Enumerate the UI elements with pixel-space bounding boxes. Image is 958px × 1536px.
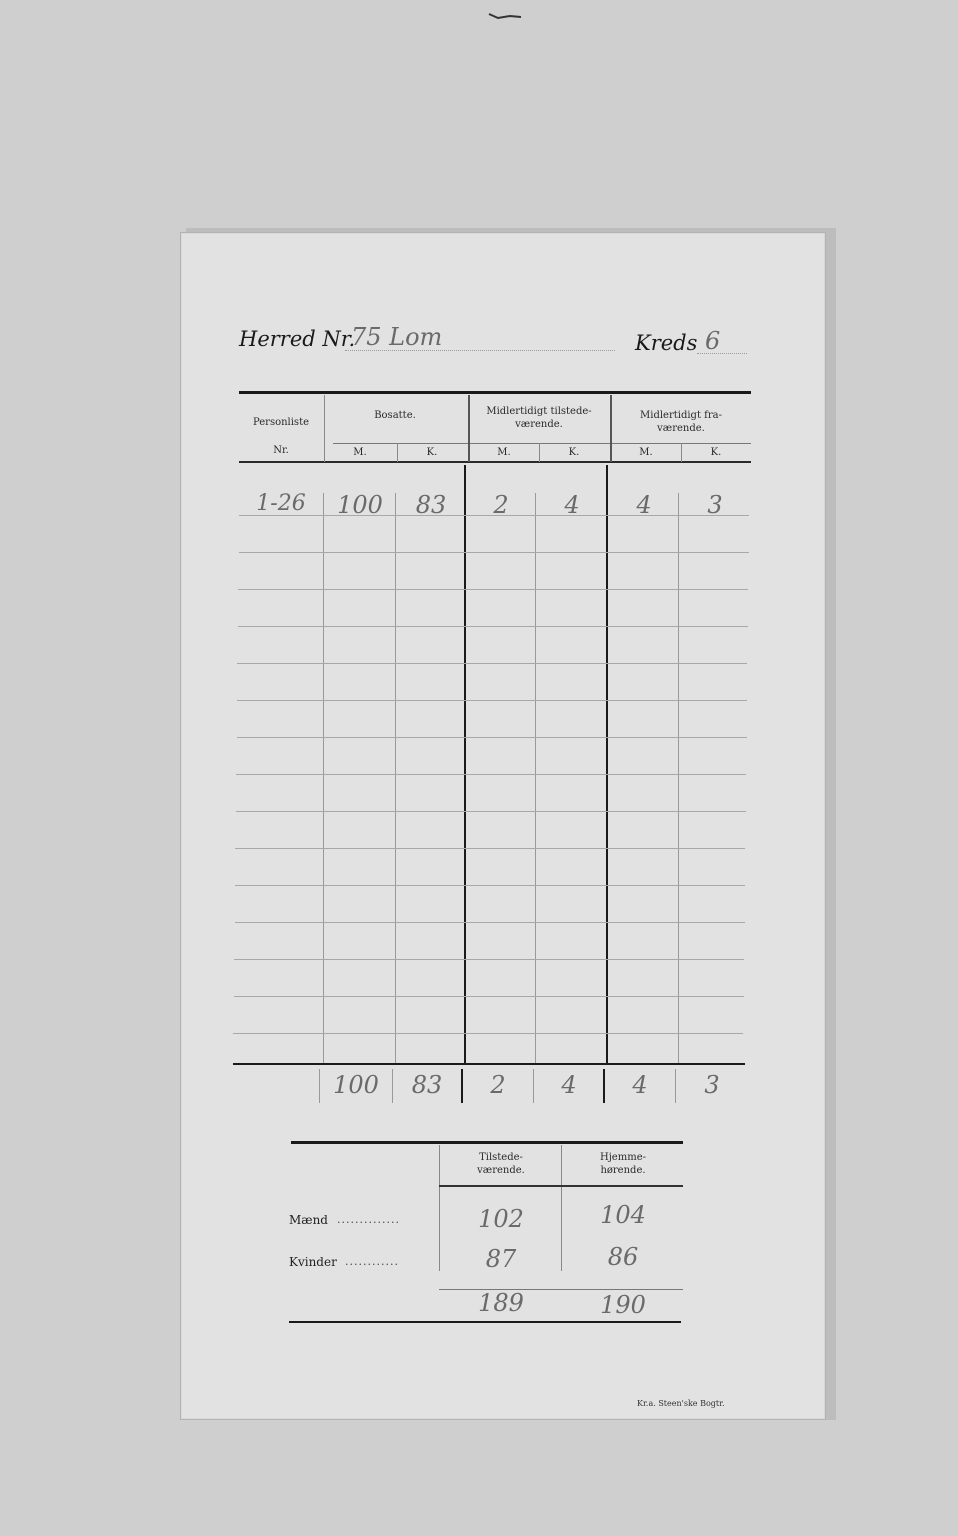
- row-rule: [234, 996, 744, 997]
- scan-mark-icon: [488, 12, 522, 20]
- nr-header: Nr.: [273, 445, 289, 456]
- bosatte-k-header: K.: [426, 447, 438, 458]
- tilstede-k-header: K.: [568, 447, 580, 458]
- tilstede-header-line2: værende.: [515, 419, 563, 430]
- header-vrule-2: [397, 443, 398, 462]
- summary-total-hjemme: 190: [600, 1291, 646, 1319]
- total-bosatte-k: 83: [411, 1071, 443, 1099]
- herred-value: 75 Lom: [351, 323, 443, 351]
- table-top-rule: [239, 391, 751, 394]
- row-rule: [237, 700, 747, 701]
- summary-maend-tilstede: 102: [478, 1205, 524, 1233]
- printer-credit: Kr.a. Steen'ske Bogtr.: [637, 1399, 725, 1408]
- body-vrule-6: [678, 493, 679, 1065]
- summary-kvinder-tilstede: 87: [485, 1245, 517, 1273]
- total-fra-m: 4: [632, 1071, 648, 1099]
- row-tilstede-k: 4: [564, 491, 580, 519]
- bosatte-header: Bosatte.: [374, 410, 416, 421]
- total-tilstede-k: 4: [561, 1071, 577, 1099]
- tilstede-header: [469, 405, 609, 431]
- tilstede-header-line1: Midlertidigt tilstede-: [486, 406, 592, 417]
- totals-rule: [233, 1063, 745, 1065]
- row-rule: [235, 885, 745, 886]
- header-vrule-4: [539, 443, 540, 462]
- header-vrule-6: [681, 443, 682, 462]
- row-rule: [234, 959, 744, 960]
- row-fra-k: 3: [707, 491, 723, 519]
- summary-tilstede-header: [441, 1151, 561, 1177]
- totals-vrule-4: [533, 1069, 534, 1103]
- body-vrule-3: [464, 465, 466, 1065]
- census-form: [180, 232, 826, 1420]
- total-fra-k: 3: [704, 1071, 720, 1099]
- body-vrule-1: [323, 493, 324, 1065]
- body-vrule-2: [395, 493, 396, 1065]
- personliste-header: Personliste: [252, 417, 310, 428]
- kreds-value: 6: [705, 327, 721, 355]
- row-rule: [238, 626, 748, 627]
- summary-maend-dots: ..............: [337, 1213, 400, 1226]
- row-rule: [237, 737, 747, 738]
- fra-k-header: K.: [710, 447, 722, 458]
- summary-maend-label: Mænd: [289, 1213, 328, 1227]
- body-vrule-4: [535, 493, 536, 1065]
- fravaerende-header-line2: værende.: [657, 423, 705, 434]
- totals-vrule-6: [675, 1069, 676, 1103]
- fra-m-header: M.: [639, 447, 653, 458]
- summary-maend-hjemme: 104: [600, 1201, 646, 1229]
- row-rule: [239, 552, 749, 553]
- row-rule: [236, 811, 746, 812]
- herred-label: Herred Nr.: [239, 327, 356, 351]
- fravaerende-header-line1: Midlertidigt fra-: [640, 410, 722, 421]
- tilstede-m-header: M.: [497, 447, 511, 458]
- totals-vrule-1: [319, 1069, 320, 1103]
- summary-total-tilstede: 189: [478, 1289, 524, 1317]
- kreds-label: Kreds: [635, 331, 698, 355]
- header-vrule-3: [468, 395, 470, 462]
- summary-header-rule: [439, 1185, 683, 1187]
- fravaerende-header: [611, 409, 751, 435]
- bosatte-m-header: M.: [353, 447, 367, 458]
- header-bottom-rule: [239, 461, 751, 463]
- row-rule: [235, 922, 745, 923]
- kreds-dotline: [697, 353, 747, 354]
- total-bosatte-m: 100: [333, 1071, 379, 1099]
- header-vrule-5: [610, 395, 612, 462]
- herred-dotline: [345, 350, 615, 351]
- summary-vrule-2: [561, 1145, 562, 1271]
- row-bosatte-k: 83: [415, 491, 447, 519]
- subheader-rule: [333, 443, 751, 444]
- row-bosatte-m: 100: [337, 491, 383, 519]
- body-vrule-5: [606, 465, 608, 1065]
- total-tilstede-m: 2: [490, 1071, 506, 1099]
- summary-kvinder-dots: ............: [345, 1255, 399, 1268]
- row-tilstede-m: 2: [493, 491, 509, 519]
- summary-top-rule: [291, 1141, 683, 1144]
- row-rule: [235, 848, 745, 849]
- row-fra-m: 4: [636, 491, 652, 519]
- summary-kvinder-hjemme: 86: [607, 1243, 639, 1271]
- row-rule: [237, 663, 747, 664]
- summary-vrule-1: [439, 1145, 440, 1271]
- header-vrule-1: [324, 395, 325, 462]
- summary-hjemme-header: [563, 1151, 683, 1177]
- row-rule: [236, 774, 746, 775]
- summary-tilstede-line1: Tilstede-: [479, 1152, 523, 1163]
- summary-hjemme-line2: hørende.: [600, 1165, 646, 1176]
- summary-kvinder-label: Kvinder: [289, 1255, 337, 1269]
- summary-hjemme-line1: Hjemme-: [599, 1152, 646, 1163]
- row-nr: 1-26: [256, 491, 306, 516]
- row-rule: [233, 1033, 743, 1034]
- summary-tilstede-line2: værende.: [477, 1165, 525, 1176]
- row-rule: [238, 589, 748, 590]
- summary-bottom-rule: [289, 1321, 681, 1323]
